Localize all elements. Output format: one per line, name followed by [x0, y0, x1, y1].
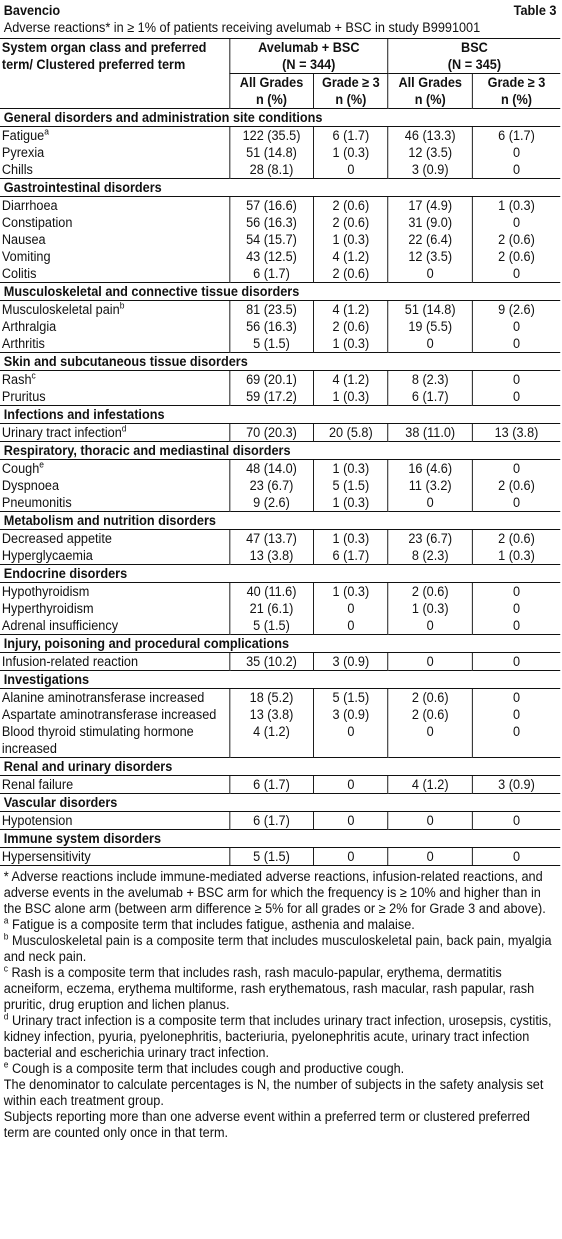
value-cell: 1 (0.3)	[314, 231, 389, 248]
value-cell: 6 (1.7)	[229, 776, 313, 794]
value-cell: 0	[472, 706, 560, 723]
term-cell: Musculoskeletal pain$^b$	[1, 300, 125, 317]
term-cell: Hypothyroidism	[1, 584, 90, 599]
value-cell: 81 (23.5)	[229, 301, 313, 319]
value-cell: 5 (1.5)	[229, 335, 313, 353]
value-cell: 0	[314, 812, 389, 830]
value-cell: 2 (0.6)	[472, 530, 560, 548]
value-cell: 0	[472, 161, 560, 179]
value-cell: 40 (11.6)	[229, 583, 313, 601]
value-cell: 2 (0.6)	[388, 706, 472, 723]
value-cell: 6 (1.7)	[229, 265, 313, 283]
term-cell: Dyspnoea	[1, 478, 60, 493]
footnote-b: $^b$ Musculoskeletal pain is a composite term that includes musculoskeletal pain, back pain, myalgia and neck pain.	[3, 931, 552, 964]
value-cell: 0	[472, 335, 560, 353]
footnote-c: $^c$ Rash is a composite term that includes rash, rash maculo-papular, erythema, dermatitis acneiform, eczema, erythema multiforme, rash erythematous, rash macular, rash papular, rash pruritic, drug eruption and lichen planus.	[3, 963, 535, 1012]
value-cell: 17 (4.9)	[388, 197, 472, 215]
value-cell: 4 (1.2)	[314, 371, 389, 389]
footnote-marker: d	[121, 423, 127, 434]
value-cell: 13 (3.8)	[472, 424, 560, 442]
table-row	[0, 161, 560, 179]
arm1-name: Avelumab + BSC	[258, 40, 360, 55]
document-header	[0, 0, 560, 19]
table-row	[0, 848, 560, 866]
value-cell: 0	[472, 600, 560, 617]
term-cell: Colitis	[1, 266, 37, 281]
arm2-name: BSC	[461, 40, 488, 55]
term-cell: Vomiting	[1, 249, 51, 264]
value-cell: 0	[314, 848, 389, 866]
section-row	[0, 179, 560, 197]
value-cell: 2 (0.6)	[388, 689, 472, 707]
value-cell: 1 (0.3)	[314, 335, 389, 353]
table-row	[0, 301, 560, 319]
table-row	[0, 494, 560, 512]
value-cell: 9 (2.6)	[229, 494, 313, 512]
section-title: Renal and urinary disorders	[0, 758, 560, 776]
term-cell: Hyperthyroidism	[1, 601, 94, 616]
section-title: General disorders and administration site conditions	[0, 109, 560, 127]
value-cell: 0	[472, 371, 560, 389]
value-cell: 6 (1.7)	[314, 547, 389, 565]
arm2-header	[388, 39, 560, 74]
value-cell: 0	[472, 812, 560, 830]
arm2-grade3-header: Grade ≥ 3 n (%)	[472, 74, 560, 109]
table-row	[0, 530, 560, 548]
table-row	[0, 318, 560, 335]
section-title: Metabolism and nutrition disorders	[0, 512, 560, 530]
value-cell: 20 (5.8)	[314, 424, 389, 442]
table-row	[0, 248, 560, 265]
value-cell: 0	[314, 617, 389, 635]
value-cell: 3 (0.9)	[388, 161, 472, 179]
value-cell: 0	[472, 689, 560, 707]
value-cell: 1 (0.3)	[472, 197, 560, 215]
value-cell: 0	[472, 494, 560, 512]
footnote-denominator: The denominator to calculate percentages is N, the number of subjects in the safety analysis set within each treatment group.	[3, 1077, 544, 1108]
value-cell: 23 (6.7)	[229, 477, 313, 494]
table-row	[0, 127, 560, 145]
section-title: Immune system disorders	[0, 830, 560, 848]
section-title: Investigations	[0, 671, 560, 689]
section-title: Injury, poisoning and procedural complications	[0, 635, 560, 653]
table-row	[0, 144, 560, 161]
section-title: Gastrointestinal disorders	[0, 179, 560, 197]
value-cell: 4 (1.2)	[314, 248, 389, 265]
term-cell: Urinary tract infection$^d$	[1, 423, 127, 440]
table-row	[0, 388, 560, 406]
term-cell: Nausea	[1, 232, 46, 247]
value-cell: 51 (14.8)	[388, 301, 472, 319]
section-row	[0, 830, 560, 848]
term-cell: Blood thyroid stimulating hormone increased	[1, 724, 194, 756]
footnotes	[0, 865, 560, 1144]
table-row	[0, 424, 560, 442]
arm1-grade3-header: Grade ≥ 3 n (%)	[314, 74, 389, 109]
value-cell: 2 (0.6)	[472, 477, 560, 494]
value-cell: 12 (3.5)	[388, 144, 472, 161]
footnote-counting: Subjects reporting more than one adverse event within a preferred term or clustered preferred term are counted only once in that term.	[3, 1109, 530, 1140]
term-cell: Hyperglycaemia	[1, 548, 93, 563]
footnote-marker: e	[39, 459, 45, 470]
value-cell: 9 (2.6)	[472, 301, 560, 319]
value-cell: 0	[314, 161, 389, 179]
value-cell: 5 (1.5)	[314, 689, 389, 707]
value-cell: 2 (0.6)	[314, 214, 389, 231]
table-row	[0, 547, 560, 565]
value-cell: 1 (0.3)	[388, 600, 472, 617]
value-cell: 5 (1.5)	[229, 848, 313, 866]
section-row	[0, 635, 560, 653]
adverse-reactions-table	[0, 39, 560, 865]
section-row	[0, 512, 560, 530]
value-cell: 3 (0.9)	[314, 653, 389, 671]
footnote-a: $^a$ Fatigue is a composite term that includes fatigue, asthenia and malaise.	[3, 915, 415, 932]
value-cell: 43 (12.5)	[229, 248, 313, 265]
table-row	[0, 214, 560, 231]
value-cell: 19 (5.5)	[388, 318, 472, 335]
table-row	[0, 197, 560, 215]
value-cell: 1 (0.3)	[314, 530, 389, 548]
term-cell: Adrenal insufficiency	[1, 618, 119, 633]
term-cell: Arthralgia	[1, 319, 57, 334]
value-cell: 2 (0.6)	[472, 231, 560, 248]
term-cell: Chills	[1, 162, 33, 177]
table-row	[0, 776, 560, 794]
value-cell: 1 (0.3)	[314, 144, 389, 161]
table-title: Adverse reactions* in ≥ 1% of patients receiving avelumab + BSC in study B9991001	[0, 19, 560, 39]
footnote-marker: c	[31, 370, 36, 381]
term-cell: Pruritus	[1, 389, 46, 404]
arm2-n: (N = 345)	[447, 57, 502, 72]
value-cell: 1 (0.3)	[314, 583, 389, 601]
term-cell: Fatigue$^a$	[1, 126, 49, 143]
section-title: Endocrine disorders	[0, 565, 560, 583]
value-cell: 8 (2.3)	[388, 547, 472, 565]
arm1-all-grades-header: All Grades n (%)	[229, 74, 313, 109]
term-cell: Constipation	[1, 215, 73, 230]
value-cell: 69 (20.1)	[229, 371, 313, 389]
table-row	[0, 617, 560, 635]
term-cell: Infusion-related reaction	[1, 654, 139, 669]
value-cell: 0	[472, 265, 560, 283]
value-cell: 0	[388, 335, 472, 353]
value-cell: 59 (17.2)	[229, 388, 313, 406]
org-class-header: System organ class and preferred term/ Clustered preferred term	[1, 40, 207, 72]
value-cell: 38 (11.0)	[388, 424, 472, 442]
value-cell: 0	[388, 812, 472, 830]
section-row	[0, 565, 560, 583]
table-row	[0, 265, 560, 283]
footnote-e: $^e$ Cough is a composite term that includes cough and productive cough.	[3, 1059, 405, 1076]
value-cell: 28 (8.1)	[229, 161, 313, 179]
arm1-n: (N = 344)	[282, 57, 336, 72]
brand-name: Bavencio	[3, 3, 61, 18]
table-row	[0, 812, 560, 830]
value-cell: 0	[314, 723, 389, 758]
value-cell: 16 (4.6)	[388, 460, 472, 478]
footnote-marker: b	[119, 300, 125, 311]
term-cell: Alanine aminotransferase increased	[1, 690, 205, 705]
section-row	[0, 442, 560, 460]
value-cell: 22 (6.4)	[388, 231, 472, 248]
value-cell: 11 (3.2)	[388, 477, 472, 494]
table-row	[0, 460, 560, 478]
value-cell: 70 (20.3)	[229, 424, 313, 442]
value-cell: 6 (1.7)	[314, 127, 389, 145]
value-cell: 3 (0.9)	[472, 776, 560, 794]
table-row	[0, 477, 560, 494]
value-cell: 2 (0.6)	[314, 265, 389, 283]
arm2-all-grades-header: All Grades n (%)	[388, 74, 472, 109]
value-cell: 2 (0.6)	[314, 318, 389, 335]
value-cell: 18 (5.2)	[229, 689, 313, 707]
value-cell: 0	[314, 776, 389, 794]
arm1-header	[229, 39, 388, 74]
section-row	[0, 283, 560, 301]
value-cell: 0	[314, 600, 389, 617]
table-row	[0, 706, 560, 723]
value-cell: 13 (3.8)	[229, 547, 313, 565]
value-cell: 54 (15.7)	[229, 231, 313, 248]
table-row	[0, 371, 560, 389]
value-cell: 0	[472, 583, 560, 601]
value-cell: 56 (16.3)	[229, 318, 313, 335]
term-cell: Hypotension	[1, 813, 73, 828]
value-cell: 0	[472, 388, 560, 406]
section-row	[0, 794, 560, 812]
term-cell: Aspartate aminotransferase increased	[1, 707, 217, 722]
value-cell: 2 (0.6)	[472, 248, 560, 265]
value-cell: 0	[472, 214, 560, 231]
value-cell: 0	[388, 723, 472, 758]
value-cell: 1 (0.3)	[472, 547, 560, 565]
table-row	[0, 335, 560, 353]
value-cell: 4 (1.2)	[388, 776, 472, 794]
value-cell: 6 (1.7)	[388, 388, 472, 406]
value-cell: 46 (13.3)	[388, 127, 472, 145]
section-title: Infections and infestations	[0, 406, 560, 424]
term-cell: Hypersensitivity	[1, 849, 91, 864]
value-cell: 0	[388, 653, 472, 671]
value-cell: 23 (6.7)	[388, 530, 472, 548]
value-cell: 31 (9.0)	[388, 214, 472, 231]
value-cell: 0	[472, 144, 560, 161]
section-row	[0, 406, 560, 424]
value-cell: 2 (0.6)	[314, 197, 389, 215]
value-cell: 0	[388, 617, 472, 635]
footnote-star: * Adverse reactions include immune-mediated adverse reactions, infusion-related reactions, and adverse events in the avelumab + BSC arm for which the frequency is ≥ 10% and higher than in the BSC alone arm (between arm difference ≥ 5% for all grades or ≥ 2% for Grade 3 and above).	[3, 869, 546, 916]
value-cell: 13 (3.8)	[229, 706, 313, 723]
value-cell: 4 (1.2)	[229, 723, 313, 758]
value-cell: 57 (16.6)	[229, 197, 313, 215]
section-row	[0, 109, 560, 127]
term-cell: Pyrexia	[1, 145, 45, 160]
value-cell: 6 (1.7)	[472, 127, 560, 145]
value-cell: 56 (16.3)	[229, 214, 313, 231]
value-cell: 12 (3.5)	[388, 248, 472, 265]
section-title: Musculoskeletal and connective tissue disorders	[0, 283, 560, 301]
value-cell: 51 (14.8)	[229, 144, 313, 161]
value-cell: 0	[472, 617, 560, 635]
section-title: Respiratory, thoracic and mediastinal disorders	[0, 442, 560, 460]
footnote-d: $^d$ Urinary tract infection is a composite term that includes urinary tract infection, urosepsis, cystitis, kidney infection, pyuria, pyelonephritis, bacteriuria, pyelonephritis acute, urinary tract infection bacterial and escherichia urinary tract infection.	[3, 1011, 552, 1060]
term-cell: Pneumonitis	[1, 495, 72, 510]
table-row	[0, 583, 560, 601]
term-cell: Renal failure	[1, 777, 74, 792]
section-title: Skin and subcutaneous tissue disorders	[0, 353, 560, 371]
section-row	[0, 353, 560, 371]
footnote-marker: a	[44, 126, 49, 137]
value-cell: 35 (10.2)	[229, 653, 313, 671]
section-title: Vascular disorders	[0, 794, 560, 812]
value-cell: 8 (2.3)	[388, 371, 472, 389]
value-cell: 4 (1.2)	[314, 301, 389, 319]
section-row	[0, 758, 560, 776]
value-cell: 21 (6.1)	[229, 600, 313, 617]
value-cell: 0	[472, 653, 560, 671]
value-cell: 0	[388, 494, 472, 512]
value-cell: 1 (0.3)	[314, 494, 389, 512]
value-cell: 5 (1.5)	[229, 617, 313, 635]
value-cell: 2 (0.6)	[388, 583, 472, 601]
value-cell: 0	[472, 318, 560, 335]
section-row	[0, 671, 560, 689]
term-cell: Cough$^e$	[1, 459, 45, 476]
value-cell: 0	[388, 848, 472, 866]
term-cell: Rash$^c$	[1, 370, 36, 387]
table-body	[0, 109, 560, 866]
value-cell: 48 (14.0)	[229, 460, 313, 478]
value-cell: 1 (0.3)	[314, 388, 389, 406]
value-cell: 0	[388, 265, 472, 283]
term-cell: Decreased appetite	[1, 531, 112, 546]
table-row	[0, 231, 560, 248]
table-row	[0, 600, 560, 617]
value-cell: 122 (35.5)	[229, 127, 313, 145]
value-cell: 6 (1.7)	[229, 812, 313, 830]
table-row	[0, 653, 560, 671]
value-cell: 0	[472, 723, 560, 758]
value-cell: 5 (1.5)	[314, 477, 389, 494]
value-cell: 0	[472, 460, 560, 478]
table-row	[0, 723, 560, 758]
table-row	[0, 689, 560, 707]
table-label: Table 3	[513, 3, 557, 18]
term-cell: Diarrhoea	[1, 198, 58, 213]
value-cell: 47 (13.7)	[229, 530, 313, 548]
value-cell: 3 (0.9)	[314, 706, 389, 723]
value-cell: 0	[472, 848, 560, 866]
value-cell: 1 (0.3)	[314, 460, 389, 478]
term-cell: Arthritis	[1, 336, 45, 351]
